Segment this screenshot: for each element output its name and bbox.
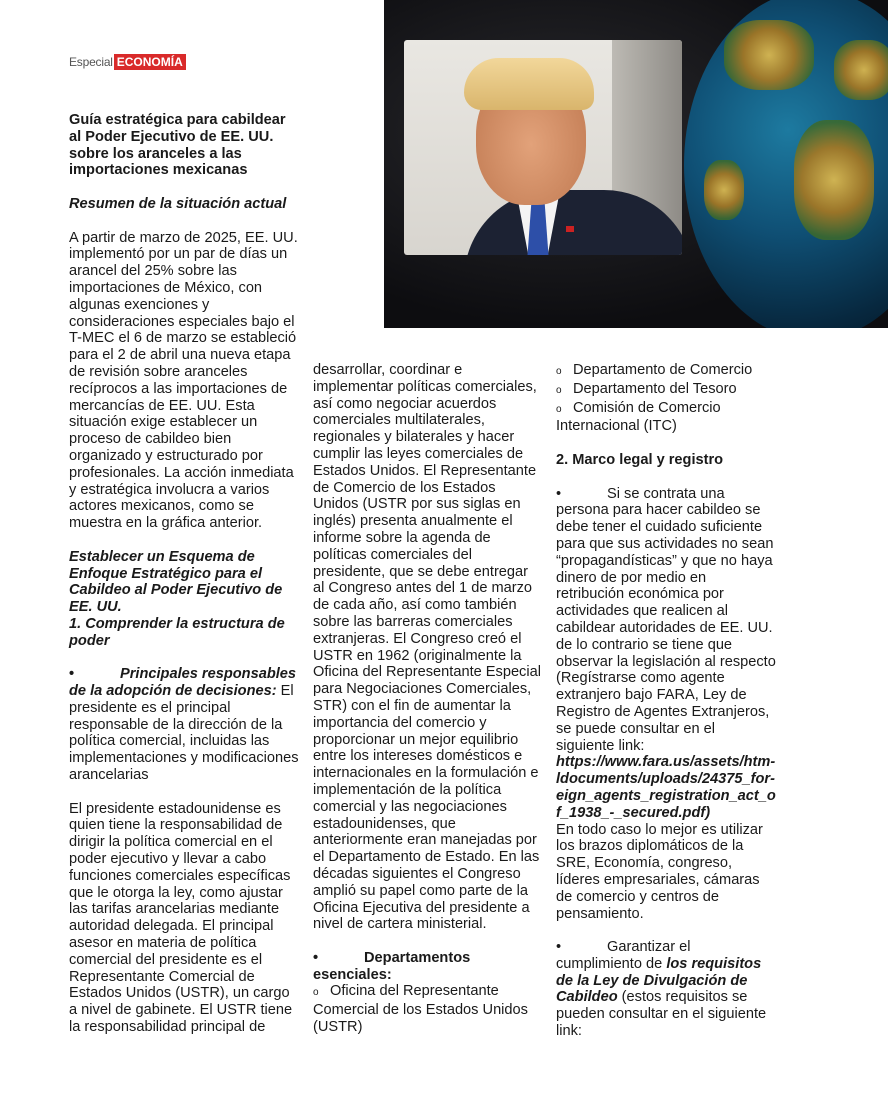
- column-2: [313, 362, 541, 1036]
- sub-marker: o: [556, 403, 562, 415]
- sub-marker: o: [556, 366, 562, 377]
- bullet-marker: •: [69, 666, 75, 683]
- sub-marker: o: [313, 987, 319, 999]
- bullet-text: Garantizar el cumplimiento de: [556, 939, 691, 972]
- sub-item-ustr: [313, 983, 541, 1035]
- section2-heading: 2. Marco legal y registro: [556, 451, 724, 468]
- bullet-marker: •: [556, 939, 562, 956]
- article-photo: [384, 0, 888, 328]
- bullet-emphasis: los requisitos de la Ley de Divulgación de Cabildeo: [556, 955, 762, 1006]
- column-1: [69, 112, 301, 1053]
- intro-paragraph: A partir de marzo de 2025, EE. UU. implementó por un par de días un arancel del 25% sobre las importaciones de México, con algunas exenciones y consideraciones especiales bajo el T-MEC el 6 de marzo se estableció para el 2 de abril una nueva etapa de revisión sobre aranceles recíprocos a las importaciones de mercancías de EE. UU. Esta situación exige establecer un proceso de cabildeo bien organizado y estructurado por profesionales. La acción inmediata y estratégica involucra a varios actores mexicanos, como se muestra en la gráfica anterior.: [69, 229, 298, 532]
- bullet-disclosure: [556, 939, 776, 1040]
- bullet-text: El presidente es el principal responsable de la dirección de la política comercial, incluidas las implementaciones y modificaciones arancelarias: [69, 683, 299, 784]
- bullet-marker: •: [313, 949, 319, 966]
- sub-item-itc: [556, 400, 776, 436]
- section-header: [69, 54, 186, 70]
- step1-heading: 1. Comprender la estructura de poder: [69, 615, 285, 649]
- sub-item-text: Oficina del Representante Comercial de los Estados Unidos (USTR): [313, 983, 528, 1036]
- globe-land: [834, 40, 888, 100]
- bullet-text-end: (estos requisitos se pueden consultar en el siguiente link:: [556, 989, 767, 1040]
- globe-land: [724, 20, 814, 90]
- bullet-decision-makers: [69, 666, 301, 784]
- sub-item-treasury: [556, 381, 776, 400]
- column-3: [556, 362, 776, 1057]
- header-section-badge: ECONOMÍA: [114, 54, 186, 70]
- sub-item-text: Departamento de Comercio: [573, 362, 753, 378]
- fara-link[interactable]: https://www.fara.us/assets/htm-ldocuments/uploads/24375_for-eign_agents_registration_act_of_1938_-_secured.pdf): [556, 754, 776, 821]
- globe-land: [704, 160, 744, 220]
- sub-item-text: Departamento del Tesoro: [573, 380, 737, 397]
- article-title: Guía estratégica para cabildear al Poder Ejecutivo de EE. UU. sobre los aranceles a las importaciones mexicanas: [69, 112, 286, 179]
- bullet-title: Principales responsables de la adopción de decisiones:: [69, 666, 297, 700]
- portrait-screen: [404, 40, 682, 255]
- sub-marker: o: [556, 384, 562, 396]
- president-paragraph: El presidente estadounidense es quien tiene la responsabilidad de dirigir la política comercial en el poder ejecutivo y llevar a cabo funciones comerciales específicas que le otorga la ley, como ajustar las tarifas arancelarias mediante autoridad delegada. El principal asesor en materia de política comercial del presidente es el Representante Comercial de Estados Unidos (USTR), un cargo a nivel de gabinete. El USTR tiene la responsabilidad principal de: [69, 800, 293, 1036]
- bullet-text: Si se contrata una persona para hacer cabildeo se debe tener el cuidado suficiente para que sus actividades no sean “propagandísticas” y que no haya dinero de por medio en retribución económica por actividades que realicen al cabildear autoridades de EE. UU. de lo contrario se tiene que observar la legislación al respecto (Regístrarse como agente extranjero bajo FARA, Ley de Registro de Agentes Extranjeros, se puede consultar en el siguiente link:: [556, 485, 776, 754]
- scheme-heading: Establecer un Esquema de Enfoque Estratégico para el Cabildeo al Poder Ejecutivo de EE. UU.: [69, 548, 283, 616]
- globe-land: [794, 120, 874, 240]
- sub-item-commerce: [556, 362, 776, 381]
- portrait-hair: [464, 58, 594, 110]
- ustr-paragraph: desarrollar, coordinar e implementar políticas comerciales, así como negociar acuerdos comerciales multilaterales, regionales y bilaterales y hacer cumplir las leyes comerciales de Estados Unidos. El Representante de Comercio de los Estados Unidos (USTR por sus siglas en inglés) presenta anualmente el informe sobre la agenda de políticas comerciales del presidente, que se debe entregar al Congreso antes del 1 de marzo de cada año, así como también sobre las barreras comerciales extranjeras. El Congreso creó el USTR en 1962 (originalmente la Oficina del Representante Especial para Negociaciones Comerciales, STR) con el fin de aumentar la importancia del comercio y proporcionar un mejor equilibrio entre los intereses domésticos e internacionales en la formulación e implementación de la política comercial y las negociaciones estadounidenses, que anteriormente eran manejadas por el Departamento de Estado. En las décadas siguientes el Congreso amplió su papel como parte de la Oficina Ejecutiva del presidente a nivel de cartera ministerial.: [313, 362, 541, 933]
- summary-heading: Resumen de la situación actual: [69, 195, 287, 212]
- after-link-paragraph: En todo caso lo mejor es utilizar los brazos diplomáticos de la SRE, Economía, congreso, líderes empresariales, cámaras de comercio y centros de pensamiento.: [556, 821, 763, 922]
- flag-pin: [566, 226, 574, 232]
- bullet-marker: •: [556, 485, 562, 502]
- header-especial: Especial: [69, 55, 113, 69]
- bullet-title: Departamentos esenciales:: [313, 949, 471, 983]
- bullet-fara: [556, 486, 776, 755]
- sub-item-text: Comisión de Comercio Internacional (ITC): [556, 399, 721, 435]
- bullet-departments: [313, 950, 541, 984]
